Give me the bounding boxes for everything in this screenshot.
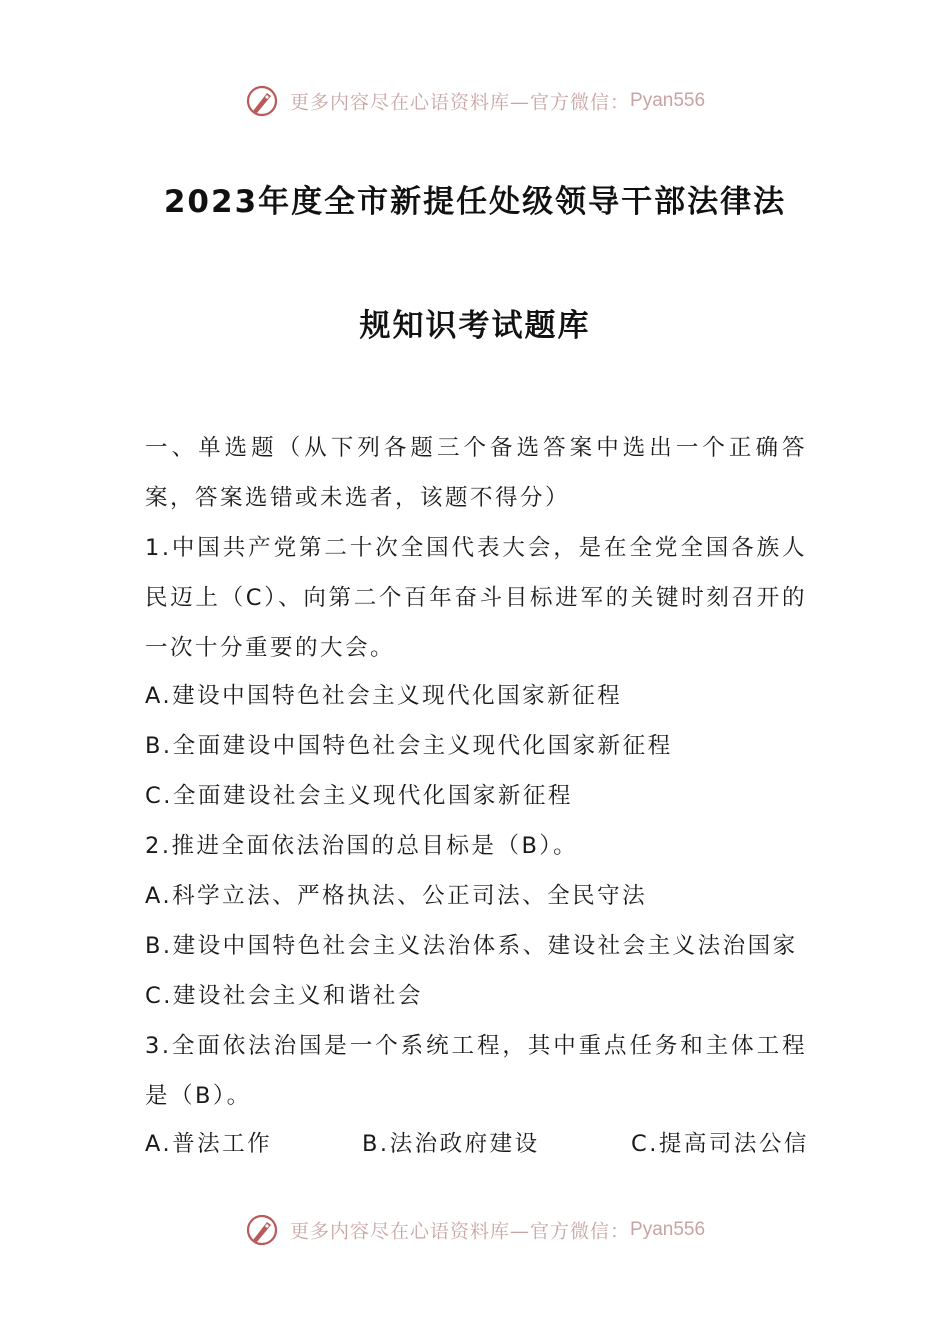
question-3-option-a: A.普法工作 bbox=[145, 1131, 273, 1157]
header-watermark bbox=[0, 84, 950, 118]
question-3-option-c: C.提高司法公信 bbox=[631, 1131, 809, 1157]
pen-nib-logo-icon bbox=[245, 1213, 279, 1247]
question-2-option-b: B.建设中国特色社会主义法治体系、建设社会主义法治国家 bbox=[145, 933, 798, 959]
watermark-text: 更多内容尽在心语资料库—官方微信： bbox=[290, 1220, 631, 1243]
watermark-handle: Pyan556 bbox=[630, 90, 706, 111]
question-1-option-a: A.建设中国特色社会主义现代化国家新征程 bbox=[145, 683, 623, 709]
footer-watermark bbox=[0, 1213, 950, 1247]
question-1-option-c: C.全面建设社会主义现代化国家新征程 bbox=[145, 783, 573, 809]
watermark-text: 更多内容尽在心语资料库—官方微信： bbox=[290, 91, 631, 114]
question-3-option-b: B.法治政府建设 bbox=[362, 1131, 540, 1157]
question-2-option-c: C.建设社会主义和谐社会 bbox=[145, 983, 423, 1009]
pen-nib-logo-icon bbox=[245, 84, 279, 118]
question-2-option-a: A.科学立法、严格执法、公正司法、全民守法 bbox=[145, 883, 648, 909]
document-title-line-2: 规知识考试题库 bbox=[359, 308, 591, 344]
question-1-stem: 1.中国共产党第二十次全国代表大会，是在全党全国各族人民迈上（C）、向第二个百年奋斗目标进军的关键时刻召开的一次十分重要的大会。 bbox=[145, 535, 807, 661]
section-heading: 一、单选题（从下列各题三个备选答案中选出一个正确答案，答案选错或未选者，该题不得分） bbox=[145, 435, 807, 511]
document-title-line-1: 2023年度全市新提任处级领导干部法律法 bbox=[163, 184, 787, 220]
watermark-handle: Pyan556 bbox=[630, 1219, 706, 1240]
question-2-stem: 2.推进全面依法治国的总目标是（B）。 bbox=[145, 833, 579, 859]
question-3-stem: 3.全面依法治国是一个系统工程，其中重点任务和主体工程是（B）。 bbox=[145, 1033, 807, 1109]
question-1-option-b: B.全面建设中国特色社会主义现代化国家新征程 bbox=[145, 733, 673, 759]
